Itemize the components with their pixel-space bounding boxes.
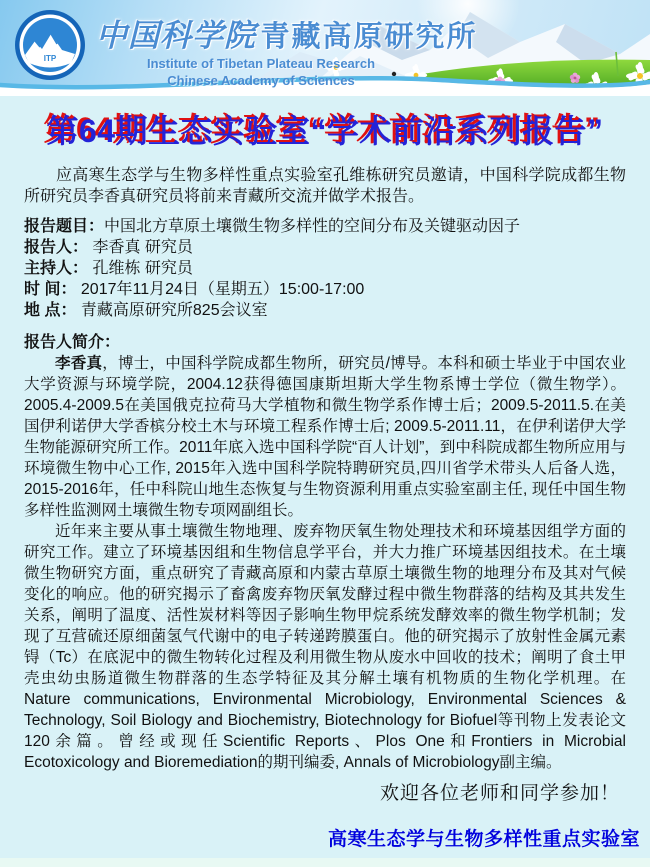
detail-row-speaker [24,237,626,258]
detail-label-host: 主持人： [24,260,89,277]
detail-label-time: 时 间： [24,281,77,298]
bottom-strip [0,858,650,867]
detail-value-venue: 青藏高原研究所825会议室 [80,302,268,319]
bio-paragraph-2: 近年来主要从事土壤微生物地理、废弃物厌氧生物处理技术和环境基因组学方面的研究工作。建立了环境基因组和生物信息学平台，并大力推广环境基因组技术。在土壤微生物研究方面，重点研究了青藏高原和内蒙古草原土壤微生物的地理分布及其对气候变化的响应。他的研究揭示了畜禽废弃物厌氧发酵过程中微生物群落的结构及其共发生关系，阐明了温度、活性炭材料等因子影响生物甲烷系统发酵效率的微生物学机制；发现了互营硫还原细菌氢气代谢中的电子转递跨膜蛋白。他的研究揭示了放射性金属元素锝（Tc）在底泥中的微生物转化过程及利用微生物从废水中回收的技术；阐明了食土甲壳虫幼虫肠道微生物群落的生态学特征及其分解土壤有机物质的生物化学机理。在Nature communications, Environmental Microbiology, Environmental Sciences & Technology, Soil Biology and Biochemistry, Biotechnology for Biofuel等刊物上发表论文120余篇。曾经或现任Scientific Reports、Plos One和Frontiers in Microbial Ecotoxicology and Bioremediation的期刊编委, Annals of Microbiology副主编。 [24,523,626,771]
bio-heading: 报告人简介： [24,334,121,351]
bio-paragraph-1 [24,353,626,521]
bio-paragraph-1-text: ，博士，中国科学院成都生物所，研究员/博导。本科和硕士毕业于中国农业大学资源与环境学院，2004.12获得德国康斯坦斯大学生物系博士学位（微生物学）。2005.4-2009.5在美国俄克拉荷马大学植物和微生物学系作博士后；2009.5-2011.5.在美国伊利诺伊大学香槟分校土木与环境工程系作博士后; 2009.5-2011.11，在伊利诺伊大学生物能源研究所工作。2011年底入选中国科学院“百人计划”，到中科院成都生物所应用与环境微生物中心工作, 2015年入选中国科学院特聘研究员,四川省学术带头人后备人选，2015-2016年，任中科院山地生态恢复与生物资源利用重点实验室副主任, 现任中国生物多样性监测网土壤微生物专项网副组长。 [24,355,626,519]
itp-emblem-icon [14,9,86,81]
detail-row-venue [24,300,626,321]
intro-paragraph: 应高寒生态学与生物多样性重点实验室孔维栋研究员邀请，中国科学院成都生物所研究员李香真研究员将前来青藏所交流并做学术报告。 [24,167,626,205]
detail-label-topic: 报告题目： [24,218,105,235]
detail-label-speaker: 报告人： [24,239,89,256]
speaker-bio-section [24,332,626,773]
detail-row-host [24,258,626,279]
org-name-en-line2: Chinese Academy of Sciences [167,73,355,88]
detail-value-speaker: 李香真 研究员 [92,239,193,256]
svg-text:ITP: ITP [43,54,57,63]
detail-value-time: 2017年11月24日（星期五）15:00-17:00 [80,281,365,298]
org-name-cn [96,10,478,55]
org-name-cas: 中国科学院 [96,18,256,53]
detail-value-host: 孔维栋 研究员 [92,260,193,277]
detail-label-venue: 地 点： [24,302,77,319]
welcome-line: 欢迎各位老师和同学参加！ [379,783,620,804]
detail-row-time [24,279,626,300]
detail-value-topic: 中国北方草原土壤微生物多样性的空间分布及关键驱动因子 [104,218,521,235]
org-name-en-line1: Institute of Tibetan Plateau Research [146,56,376,71]
org-name-itp: 青藏高原研究所 [260,21,478,53]
seminar-series-title: 第64期生态实验室“学术前沿系列报告” [46,113,604,149]
org-title-block [96,10,478,89]
speaker-name: 李香真 [55,355,103,372]
poster-header [0,0,650,96]
itp-cas-logo [14,9,86,81]
detail-row-topic [24,216,626,237]
seminar-details [24,216,626,321]
lab-signature: 高寒生态学与生物多样性重点实验室 [327,829,640,850]
